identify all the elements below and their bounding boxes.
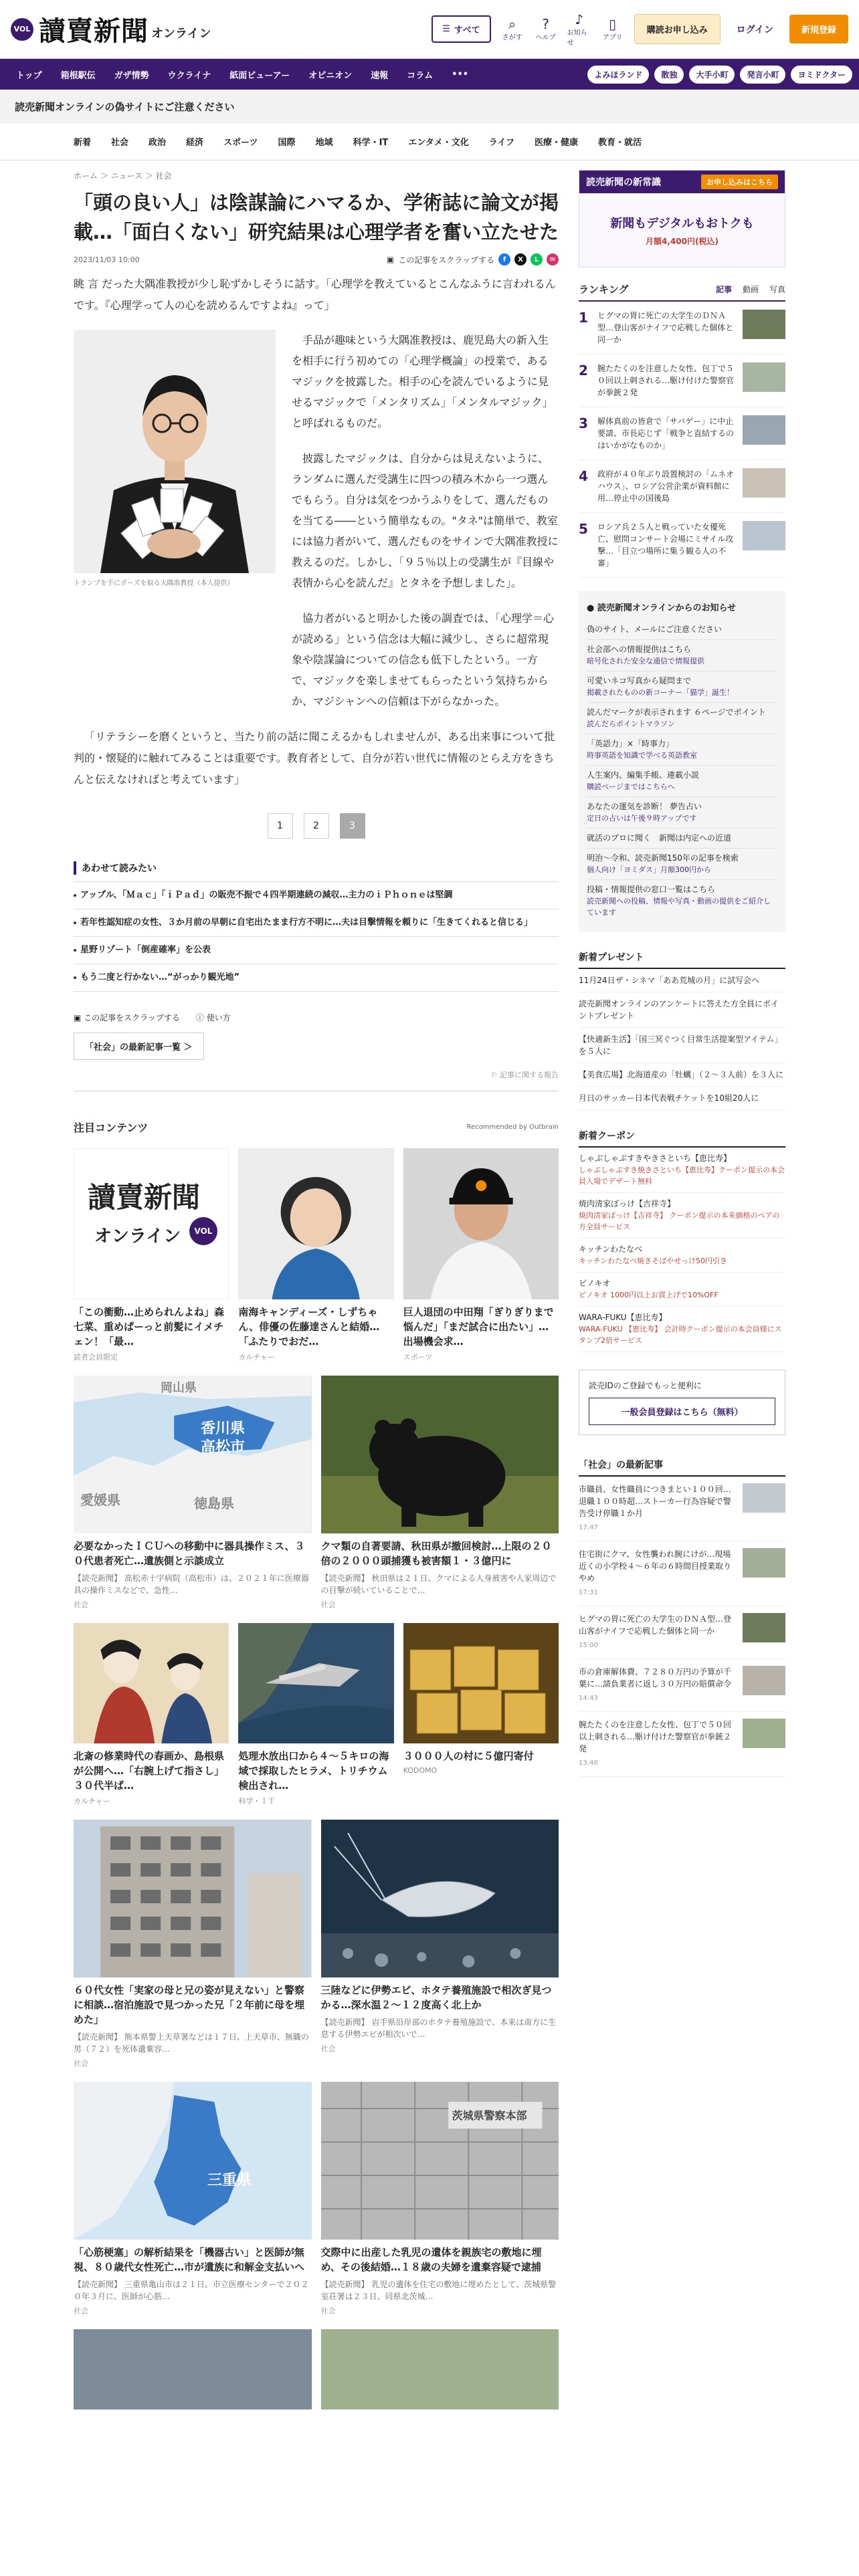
ranking-item[interactable]: [579, 354, 785, 407]
promo-heading: 読売新聞の新常識: [586, 177, 661, 188]
card-title: 巨人退団の中田翔「ぎりぎりまで悩んだ」「まだ試合に出たい」…出場機会求…: [403, 1306, 554, 1348]
outbrain-credit[interactable]: Recommended by Outbrain: [466, 1123, 559, 1131]
ranking-item[interactable]: [579, 513, 785, 578]
gold-bars-image: [403, 1623, 559, 1743]
latest-time: 14:43: [579, 1695, 598, 1702]
notice-subtext: 個人向け「ヨミダス」月額300円から: [587, 865, 711, 874]
latest-time: 17:31: [579, 1589, 598, 1596]
featured-card[interactable]: [403, 1623, 559, 1806]
report-link[interactable]: [74, 1069, 559, 1091]
coupon-detail: WARA-FUKU 【恵比寿】 会計時クーポン提示の本会員様にスタンプ2倍サービス: [579, 1325, 782, 1345]
coupon-name: ピノキオ: [579, 1279, 611, 1288]
ranking-number: 5: [579, 521, 588, 537]
coupon-name: WARA-FUKU【恵比寿】: [579, 1313, 667, 1322]
ranking-tab-photos[interactable]: 写真: [769, 285, 785, 294]
apartment-photo: [74, 1820, 312, 1977]
latest-item[interactable]: [579, 1712, 785, 1777]
nav-item-viewer[interactable]: 紙面ビューアー: [229, 70, 290, 81]
subscription-promo[interactable]: [579, 170, 785, 267]
usage-label: 使い方: [206, 1013, 231, 1023]
free-register-button[interactable]: 一般会員登録はこちら（無料）: [589, 1398, 775, 1425]
present-item[interactable]: 11月24日ザ・シネマ「ああ荒城の月」に試写会へ: [579, 969, 785, 992]
nav-item-top[interactable]: トップ: [16, 70, 42, 81]
scrap-article-label: この記事をスクラップする: [84, 1013, 180, 1023]
street-photo: [74, 2329, 312, 2409]
notice-subtext: 暗号化された安全な通信で情報提供: [587, 657, 704, 665]
article-closing: 「リテラシーを磨くというと、当たり前の話に聞こえるかもしれませんが、ある出来事について批判的・懐疑的に触れてみることは重要です。教育者として、自分が若い世代に情報のとらえ方をきちんと伝えなければと考えています」: [74, 730, 555, 786]
notice-text: 偽のサイト、メールにご注意ください: [587, 625, 722, 634]
celebrity-photo: [238, 1148, 393, 1299]
mie-map-image: [74, 2082, 312, 2240]
scrap-icon: ▣: [74, 1013, 84, 1023]
card-source: 社会: [320, 2306, 336, 2315]
police-sign-text: 茨城県警察本部: [452, 2109, 527, 2122]
ranking-thumbnail: [743, 468, 785, 498]
featured-card[interactable]: [74, 1148, 229, 1362]
card-source: スポーツ: [403, 1353, 433, 1362]
featured-card[interactable]: [74, 2082, 312, 2316]
notice-item[interactable]: [587, 620, 777, 640]
ranking-thumbnail: [743, 362, 785, 392]
featured-card[interactable]: [238, 1623, 393, 1806]
latest-item[interactable]: [579, 1477, 785, 1541]
sidebar: [579, 160, 785, 2409]
scrap-article-link[interactable]: [74, 1012, 180, 1023]
featured-card[interactable]: [238, 1148, 393, 1362]
card-title: 交際中に出産した乳児の遺体を親族宅の敷地に埋め、その後結婚…１８歳の夫婦を遺棄容疑で逮捕: [320, 2246, 542, 2273]
featured-card[interactable]: [321, 2329, 559, 2409]
page-2-button[interactable]: 2: [304, 813, 329, 839]
map-label-mie: 三重県: [207, 2172, 252, 2189]
ranking-text: ヒグマの胃に死亡の大学生のＤＮＡ型…登山客がナイフで応戦した個体と同一か: [597, 311, 734, 344]
notice-subtext: 定日の占いは午後９時アップです: [587, 814, 697, 823]
notice-text: 読んだマークが表示されます ６ページでポイント: [587, 708, 766, 717]
baseball-player-photo: [403, 1148, 559, 1299]
police-building-image: [321, 2082, 559, 2240]
related-item[interactable]: 若年性認知症の女性、３か月前の早朝に自宅出たまま行方不明に…夫は目撃情報を頼りに「生きてくれると信じる」: [74, 909, 559, 936]
related-articles: [74, 861, 559, 992]
card-source: 科学・ＩＴ: [238, 1797, 276, 1806]
logo-image-badge: VOL: [189, 1217, 217, 1245]
info-icon: ⓘ: [195, 1013, 207, 1023]
breadcrumb[interactable]: ホーム ＞ ニュース ＞ 社会: [74, 171, 172, 181]
present-title: 新着プレゼント: [579, 950, 785, 969]
latest-time: 13:46: [579, 1759, 598, 1767]
featured-card[interactable]: [321, 1376, 559, 1610]
present-item[interactable]: 【快適新生活】「国三冥ぐつく目常生活提案型アイテム」を５人に: [579, 1028, 785, 1063]
site-logo[interactable]: 讀賣新聞: [39, 15, 149, 47]
page-1-button[interactable]: 1: [268, 813, 293, 839]
ranking-text: 政府が４０年ぶり設置検討の「ムネオハウス」、ロシア公営企業が資料館に用…停止中の国後島: [597, 469, 735, 503]
registration-box: [579, 1370, 785, 1435]
featured-card[interactable]: [74, 1820, 312, 2068]
aerial-photo: [238, 1623, 393, 1743]
category-entertainment[interactable]: エンタメ・文化: [408, 138, 469, 148]
card-excerpt: 【読売新聞】 岩手県沿岸部のホタテ養殖施設で、本来は南方に生息する伊勢エビが相次いで…: [320, 2018, 557, 2039]
card-source: カルチャー: [74, 1797, 110, 1806]
notice-subtext: 読んだらポイントマラソン: [587, 720, 675, 728]
related-heading: あわせて読みたい: [74, 861, 559, 875]
present-item[interactable]: 読売新聞オンラインのアンケートに答えた方全員にポイントプレゼント: [579, 992, 785, 1028]
notices-box: [579, 591, 785, 932]
promo-apply-button[interactable]: お申し込みはこちら: [701, 175, 778, 189]
help-icon: ?: [542, 16, 549, 32]
latest-thumbnail: [743, 1666, 785, 1695]
ranking-item[interactable]: [579, 407, 785, 460]
ukiyoe-painting: [74, 1623, 229, 1743]
map-label-okayama: 岡山県: [161, 1381, 197, 1395]
ranking-item[interactable]: [579, 460, 785, 513]
card-title: 南海キャンディーズ・しずちゃん、俳優の佐藤達さんと結婚…「ふたりでおだ…: [238, 1306, 380, 1348]
notice-item[interactable]: [587, 734, 777, 766]
search-button[interactable]: [500, 17, 524, 41]
category-education[interactable]: 教育・就活: [598, 138, 642, 148]
site-logo-sub[interactable]: オンライン: [151, 26, 211, 41]
notice-item[interactable]: [587, 703, 777, 734]
app-icon: ▯: [609, 16, 617, 32]
card-title: 三陸などに伊勢エビ、ホタテ養殖施設で相次ぎ見つかる…深水温２～１２度高く北上か: [320, 1984, 552, 2011]
latest-text: 市職員、女性職員につきまとい１００回…退職１００時超…ストーカー行為容疑で警告受け停職１か月: [579, 1485, 731, 1518]
card-title: 処理水放出口から４～５キロの海域で採取したヒラメ、トリチウム検出され…: [238, 1750, 389, 1792]
article-paragraph-3: 協力者がいると明かした後の調査では、「心理学＝心が読める」という信念は大幅に減少し、さらに超常現象や陰謀論についての信念も低下したという。一方で、マジックを楽しませてもらったという気持ちからか、マジシャンへの信頼は下がらなかった。: [292, 612, 555, 708]
latest-text: 市の倉庫解体費、７２８０万円の予算が千葉に…請負業者に返し３０万円の賠償命令: [579, 1667, 732, 1689]
nav-item-opinion[interactable]: オピニオン: [308, 70, 353, 81]
card-source: KODOMO: [403, 1766, 438, 1775]
ranking-number: 3: [579, 415, 588, 431]
notices-title: 読売新聞オンラインからのお知らせ: [597, 603, 737, 613]
portrait-image: [238, 1148, 393, 1299]
map-label-ehime: 愛媛県: [80, 1492, 120, 1508]
ranking-number: 2: [579, 362, 588, 379]
nav-item-column[interactable]: コラム: [407, 70, 434, 81]
category-life[interactable]: ライフ: [488, 138, 515, 148]
help-label: ヘルプ: [535, 34, 556, 41]
map-label-tokushima: 徳島県: [194, 1495, 234, 1511]
notice-subtext: 読売新聞への投稿、情報や写真・動画の提供をご紹介しています: [587, 897, 771, 917]
app-label: アプリ: [602, 34, 623, 41]
coupon-name: キッチンわたなべ: [579, 1245, 643, 1254]
notice-text: 明治〜令和、読売新聞150年の記事を検索: [587, 853, 739, 863]
present-item[interactable]: 月日のサッカー日本代表戦チケットを10組20人に: [579, 1087, 785, 1110]
usage-link[interactable]: [196, 1012, 231, 1023]
article-title: 「頭の良い人」は陰謀論にハマるか、学術誌に論文が掲載…「面白くない」研究結果は心理学者を奮い立たせた: [74, 191, 559, 243]
notice-item[interactable]: [587, 829, 777, 849]
coupon-title: 新着クーポン: [579, 1129, 785, 1148]
card-excerpt: 【読売新聞】 熊本県警上天草署などは１７日、上天草市、無職の男（７２）を死体遺棄容…: [74, 2032, 309, 2054]
flag-icon: ⚐: [490, 1071, 500, 1079]
coast-aerial-image: [238, 1623, 393, 1743]
map-image: [74, 1376, 312, 1533]
ranking-title: ランキング: [579, 284, 629, 296]
site-header: [0, 0, 859, 59]
article-photo[interactable]: [74, 330, 276, 573]
card-excerpt: 【読売新聞】 秋田県は２１日、クマによる人身被害や人家周辺での目撃が続いていることで…: [320, 1574, 557, 1595]
all-menu-label: すべて: [454, 25, 480, 35]
map-label-prefecture: 香川県: [201, 1420, 246, 1437]
latest-thumbnail: [743, 1719, 785, 1748]
register-button[interactable]: 新規登録: [789, 15, 848, 43]
article-paragraph-2: 披露したマジックは、自分からは見えないように、ランダムに選んだ受講生に四つの積み木から一つ選んでもらう。自分は気をつかうふりをして、選んだものを当てる――という簡単なもの。"タネ"は簡単で、教室には協力者がいて、選んだものをサインで大隅准教授に教えるのだ。しかし、「９５％以上の受講生が『目線や表情から心を読んだ』とタネを予想しました」。: [292, 452, 559, 589]
category-local[interactable]: 地域: [315, 138, 333, 148]
card-title: 北斎の修業時代の春画か、島根県が公開へ…「右腕上げて指さし」３０代半ば…: [74, 1750, 225, 1792]
nav-chip-hatsugenkomachi[interactable]: 発言小町: [740, 66, 785, 84]
latest-item[interactable]: [579, 1541, 785, 1606]
article-column: [74, 160, 559, 2409]
coupon-item[interactable]: [579, 1148, 785, 1193]
mail-icon[interactable]: ✉: [547, 253, 559, 265]
police-hq-photo: [321, 2082, 559, 2240]
ranking-text: 腕たたくのを注意した女性、包丁で５０回以上刺される…駆け付けた警察官が拳銃２発: [597, 364, 735, 397]
nav-chip-sandoku[interactable]: 散独: [654, 66, 684, 84]
notification-button[interactable]: [567, 12, 591, 47]
palm-tree-photo: [321, 2329, 559, 2409]
latest-item[interactable]: [579, 1606, 785, 1659]
card-title: 「心筋梗塞」の解析結果を「機器古い」と医師が無視、８０歳代女性死亡…市が遺族に和解金支払いへ: [74, 2246, 305, 2273]
coupon-detail: しゃぶしゃぶすき焼きさといち【恵比寿】クーポン提示の本会員入場でデザート無料: [579, 1166, 785, 1186]
ranking-number: 4: [579, 468, 588, 484]
latest-thumbnail: [743, 1483, 785, 1513]
category-economy[interactable]: 経済: [186, 138, 204, 148]
card-source: カルチャー: [238, 1353, 275, 1362]
related-item[interactable]: アップル、「Ｍａｃ」「ｉＰａｄ」の販売不振で４四半期連続の減収…主力のｉＰｈｏｎｅは堅調: [74, 881, 559, 909]
notice-item[interactable]: [587, 766, 777, 797]
category-sports[interactable]: スポーツ: [223, 138, 258, 148]
notice-item[interactable]: [587, 880, 777, 922]
info-icon: ●: [587, 603, 597, 613]
x-icon[interactable]: X: [514, 253, 527, 265]
latest-item[interactable]: [579, 1659, 785, 1712]
notice-text: 人生案内、編集手帳、連載小説: [587, 770, 700, 780]
featured-card[interactable]: [321, 1820, 559, 2068]
category-nav: [0, 123, 859, 160]
notice-text: 就活のプロに聞く 新聞は内定への近道: [587, 833, 732, 843]
help-button[interactable]: [534, 17, 558, 41]
ranking-text: 解体真前の皆倉で「サバゲー」に中止要請、市長応じず「戦争と直結するのはいかがなものか」: [597, 417, 735, 450]
related-item[interactable]: もう二度と行かない…“がっかり観光地”: [74, 964, 559, 992]
society-latest-button[interactable]: 「社会」の最新記事一覧 ＞: [74, 1033, 204, 1060]
fake-site-notice[interactable]: 読売新聞オンラインの偽サイトにご注意ください: [0, 90, 859, 123]
shrimp-image: [321, 1820, 559, 1977]
page-3-button[interactable]: 3: [340, 813, 365, 839]
photo-caption: トランプを手にポーズを取る大隅准教授（本人提供）: [74, 580, 234, 587]
category-new[interactable]: 新着: [74, 138, 92, 148]
ranking-thumbnail: [743, 310, 785, 339]
latest-time: 17:47: [579, 1524, 598, 1531]
society-latest-title: 「社会」の最新記事: [579, 1458, 785, 1477]
notice-text: 「英語力」×「時事力」: [587, 739, 674, 748]
category-politics[interactable]: 政治: [149, 138, 167, 148]
card-title: 「この衝動…止められんよね」森七菜、重めぱーっと前髪にイメチェン！「最…: [74, 1306, 225, 1348]
pagination: [74, 813, 559, 839]
notice-text: 可愛いネコ写真から疑問まで: [587, 676, 692, 685]
yomiuri-logo-image: [74, 1148, 229, 1299]
ranking-text: ロシア兵２５人と戦っていた女優死亡、慰問コンサート会場にミサイル攻撃…「目立つ場所に集う観る人の不審」: [597, 522, 734, 568]
category-science[interactable]: 科学・IT: [353, 138, 389, 148]
card-source: 社会: [74, 2059, 88, 2068]
coupon-item[interactable]: [579, 1239, 785, 1273]
coupon-item[interactable]: [579, 1193, 785, 1239]
coupon-item[interactable]: [579, 1307, 785, 1352]
coupon-detail: ピノキオ 1000円以上お買上げで10%OFF: [579, 1291, 719, 1299]
notice-text: あなたの運気を診断！ 夢告占い: [587, 802, 702, 811]
nav-item-ukraine[interactable]: ウクライナ: [167, 70, 211, 81]
latest-time: 15:00: [579, 1642, 598, 1649]
ranking-item[interactable]: [579, 302, 785, 354]
hamburger-icon: ☰: [442, 24, 450, 34]
notice-item[interactable]: [587, 640, 777, 671]
ranking-tab-articles[interactable]: 記事: [715, 285, 732, 294]
promo-title: 新聞もデジタルもおトクも: [610, 216, 754, 231]
search-label: さがす: [502, 34, 522, 41]
card-excerpt: 【読売新聞】 三重県亀山市は２１日、市立医療センターで２０２０年３月に、医師が心筋…: [74, 2280, 309, 2301]
featured-card[interactable]: [321, 2082, 559, 2316]
card-source: 社会: [74, 1600, 88, 1609]
article-intro: 眺 言 だった大隅准教授が少し恥ずかしそうに話す。「心理学を教えているとこんなふうに言われるんです。『心理学って人の心を読めるんですよね』って」: [74, 278, 556, 312]
nav-chip-yomiholand[interactable]: よみほランド: [587, 66, 649, 84]
featured-card[interactable]: [74, 1376, 312, 1610]
ukiyoe-image: [74, 1623, 229, 1743]
card-excerpt: 【読売新聞】 高松赤十字病院（高松市）は、２０２１年に医療器具の操作ミスなどで、急性…: [74, 1574, 309, 1595]
featured-heading: 注目コンテンツ: [74, 1121, 149, 1134]
related-item[interactable]: 星野リゾート「倒産確率」を公表: [74, 936, 559, 964]
notice-item[interactable]: [587, 849, 777, 880]
notification-label: お知らせ: [567, 29, 587, 47]
map-label-city: 高松市: [201, 1439, 246, 1456]
building-image: [74, 1820, 312, 1977]
main-nav: [0, 59, 859, 90]
category-world[interactable]: 国際: [278, 138, 296, 148]
coupon-item[interactable]: [579, 1273, 785, 1307]
bear-image: [321, 1376, 559, 1533]
latest-text: 腕たたくのを注意した女性、包丁で５０回以上刺される…駆け付けた警察官が拳銃２発: [579, 1720, 732, 1753]
notice-item[interactable]: [587, 797, 777, 829]
nav-item-hakone[interactable]: 箱根駅伝: [60, 70, 96, 81]
gold-bars-photo: [403, 1623, 559, 1743]
coupon-detail: 焼肉清家ぼっけ【吉祥寺】 クーポン提示の本来価格のペアの方全員サービス: [579, 1211, 780, 1231]
nav-more-button[interactable]: •••: [452, 69, 469, 80]
nav-chip-yomidoctor[interactable]: ヨミドクター: [791, 66, 852, 84]
vol-badge[interactable]: VOL: [11, 18, 33, 41]
notice-subtext: 時事英語を知識で学べる英語教室: [587, 751, 697, 760]
card-title: ３０００人の村に５億円寄付: [403, 1750, 534, 1762]
person-with-cards-image: [74, 330, 276, 573]
latest-text: 住宅街にクマ、女性襲われ腕にけが…現場近くの小学校４～６年の６時間目授業取りやめ: [579, 1549, 732, 1583]
scrap-link[interactable]: この記事をスクラップする: [398, 255, 494, 265]
nav-item-breaking[interactable]: 速報: [371, 70, 389, 81]
shrimp-photo: [321, 1820, 559, 1977]
logo-image-text: 讀賣新聞: [88, 1181, 201, 1214]
player-image: [403, 1148, 559, 1299]
featured-card[interactable]: [403, 1148, 559, 1362]
latest-thumbnail: [743, 1548, 785, 1578]
coupon-detail: キッチンわたなべ焼きそばやせっけ50円引き: [579, 1257, 728, 1265]
line-icon[interactable]: L: [531, 253, 543, 265]
notice-text: 社会部への情報提供はこちら: [587, 645, 692, 654]
ranking-thumbnail: [743, 415, 785, 445]
card-source: 社会: [320, 2044, 336, 2053]
mie-map: [74, 2082, 312, 2240]
category-health[interactable]: 医療・健康: [535, 138, 579, 148]
card-title: ６０代女性「実家の母と兄の姿が見えない」と警察に相談…宿泊施設で見つかった兄「２年前に母を埋めた」: [74, 1984, 305, 2026]
bear-photo: [321, 1376, 559, 1533]
coupon-name: 焼肉清家ぼっけ【吉祥寺】: [579, 1199, 676, 1208]
nav-item-gaza[interactable]: ガザ情勢: [114, 70, 149, 81]
present-item[interactable]: 【美食広場】北海道産の「牡蠣」（２～３人前）を３人に: [579, 1063, 785, 1087]
coupon-name: しゃぶしゃぶすきやきさといち【恵比寿】: [579, 1154, 732, 1163]
card-title: 必要なかったＩＣＵへの移動中に器具操作ミス、３０代患者死亡…遺族側と示談成立: [74, 1540, 305, 1567]
category-society[interactable]: 社会: [111, 138, 129, 148]
latest-text: ヒグマの胃に死亡の大学生のＤＮＡ型…登山客がナイフで応戦した個体と同一か: [579, 1614, 732, 1636]
app-button[interactable]: [601, 17, 625, 41]
latest-thumbnail: [743, 1613, 785, 1642]
logo-image-sub: オンライン: [94, 1226, 181, 1247]
ranking-number: 1: [579, 310, 588, 326]
nav-chip-otekomachi[interactable]: 大手小町: [689, 66, 735, 84]
notice-item[interactable]: [587, 671, 777, 703]
ranking-thumbnail: [743, 521, 785, 550]
notice-subtext: 掲載されたものの新コーナー「猫学」誕生！: [587, 688, 734, 697]
featured-card[interactable]: [74, 2329, 312, 2409]
facebook-icon[interactable]: f: [498, 253, 510, 265]
bell-icon: ♪: [575, 11, 584, 27]
card-source: 読者会員限定: [74, 1353, 118, 1362]
card-source: 社会: [74, 2306, 88, 2315]
ranking-tab-videos[interactable]: 動画: [742, 285, 759, 294]
report-label: 記事に関する報告: [500, 1071, 559, 1079]
all-menu-button[interactable]: [432, 15, 490, 43]
login-button[interactable]: ログイン: [736, 24, 773, 35]
card-excerpt: 【読売新聞】 乳児の遺体を住宅の敷地に埋めたとして、茨城県警室荘署は２３日、同県北茨城…: [320, 2280, 557, 2301]
kagawa-map: [74, 1376, 312, 1533]
promo-price: 月額4,400円(税込): [646, 236, 719, 246]
subscribe-button[interactable]: 購読お申し込み: [634, 14, 721, 44]
article-date: 2023/11/03 10:00: [74, 255, 140, 264]
card-source: 社会: [320, 1600, 336, 1609]
search-icon: ⌕: [508, 16, 516, 32]
registration-text: 読売IDのご登録でもっと便利に: [589, 1381, 702, 1390]
scrap-icon: ▣: [386, 255, 395, 264]
featured-card[interactable]: [74, 1623, 229, 1806]
notice-text: 投稿・情報提供の窓口一覧はこちら: [587, 885, 716, 894]
card-title: クマ類の自著要請、秋田県が撤回検討…上限の２０倍の２０００頭捕獲も被害額１・３億円に: [320, 1540, 552, 1567]
article-paragraph-1: 手品が趣味という大隅准教授は、鹿児島大の新入生を相手に行う初めての「心理学概論」の授業で、あるマジックを披露した。相手の心を読んでいるように見せるマジックで「メンタリズム」「メンタルマジック」と呼ばれるものだ。: [292, 334, 553, 429]
notice-subtext: 購読ページまではこちらへ: [587, 782, 675, 791]
